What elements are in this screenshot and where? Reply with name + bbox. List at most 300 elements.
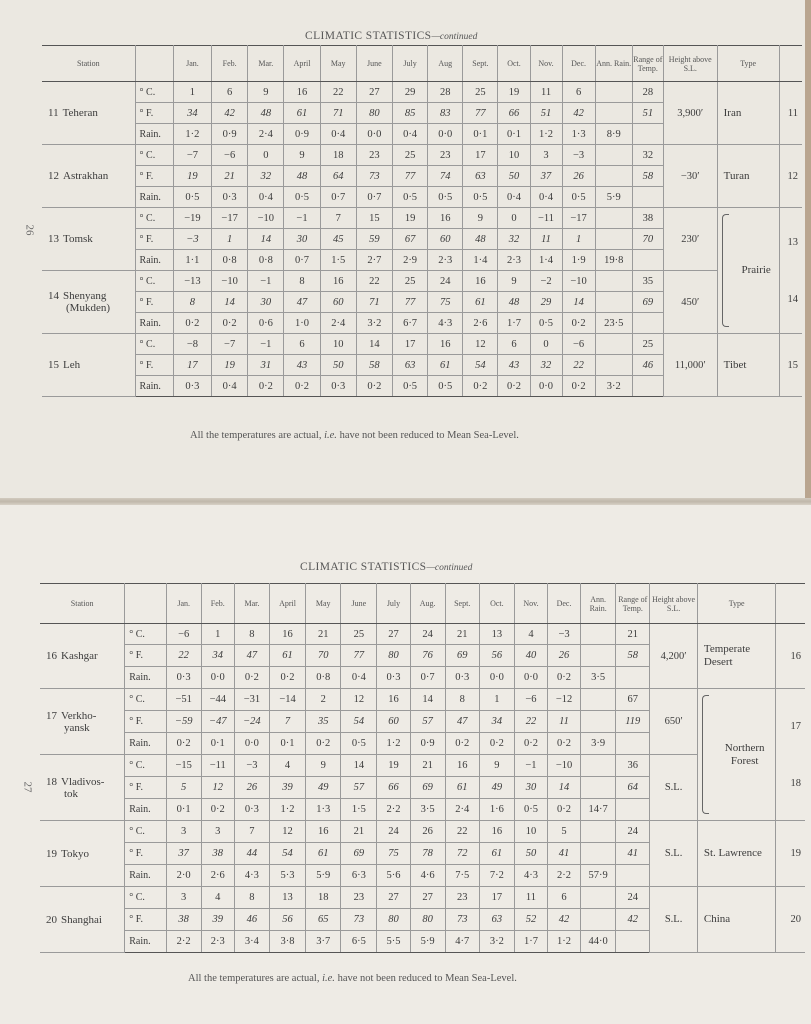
data-cell: 1·7 <box>514 931 547 953</box>
page-title-suffix: —continued <box>426 563 473 573</box>
range-c-cell: 32 <box>632 145 663 166</box>
data-cell: 0·2 <box>548 667 581 689</box>
station-number: 20 <box>46 913 57 926</box>
header-index <box>779 46 802 82</box>
data-cell: 1·3 <box>562 124 595 145</box>
data-cell: 13 <box>479 624 514 645</box>
station-number: 17 <box>46 709 57 722</box>
header-month: June <box>341 584 377 624</box>
footnote <box>188 973 517 984</box>
data-cell: −1 <box>248 334 284 355</box>
header-unit <box>135 46 173 82</box>
data-cell: 2·4 <box>248 124 284 145</box>
table-row <box>40 624 805 645</box>
type-index: 20 <box>776 887 805 953</box>
data-cell: −1 <box>248 271 284 292</box>
type-group-cell <box>717 208 779 334</box>
data-cell: 24 <box>410 624 445 645</box>
unit-label: Rain. <box>125 667 166 689</box>
range-f-cell: 58 <box>616 645 650 667</box>
data-cell: 34 <box>479 711 514 733</box>
header-unit <box>125 584 166 624</box>
data-cell: 51 <box>530 103 562 124</box>
data-cell: 5·9 <box>410 931 445 953</box>
data-cell: 0·3 <box>234 799 269 821</box>
data-cell: 34 <box>173 103 211 124</box>
data-cell: 0·2 <box>445 733 479 755</box>
ann-rain-cell <box>581 755 616 777</box>
unit-label: Rain. <box>125 799 166 821</box>
range-c-cell: 36 <box>616 755 650 777</box>
data-cell: 8 <box>173 292 211 313</box>
unit-label: Rain. <box>135 187 173 208</box>
type-index: 14 <box>787 293 798 305</box>
data-cell: 2·9 <box>392 250 427 271</box>
height-cell: 3,900′ <box>663 82 717 145</box>
station-name <box>40 624 125 689</box>
table-row <box>42 271 802 292</box>
station-number: 18 <box>46 775 57 788</box>
unit-label: ° F. <box>125 909 166 931</box>
data-cell: 61 <box>463 292 498 313</box>
data-cell: 35 <box>306 711 341 733</box>
data-cell: 29 <box>392 82 427 103</box>
data-cell: 0·5 <box>428 187 463 208</box>
data-cell: 69 <box>341 843 377 865</box>
unit-label: ° C. <box>125 755 166 777</box>
data-cell: 0·2 <box>248 376 284 397</box>
data-cell: 48 <box>498 292 530 313</box>
data-cell: 14 <box>248 229 284 250</box>
data-cell: 73 <box>356 166 392 187</box>
data-cell: 0·1 <box>463 124 498 145</box>
ann-rain-cell <box>595 145 632 166</box>
type-index: 11 <box>779 82 802 145</box>
data-cell: −3 <box>234 755 269 777</box>
data-cell: 19 <box>377 755 410 777</box>
ann-rain-cell <box>581 711 616 733</box>
data-cell: 19 <box>173 166 211 187</box>
data-cell: −6 <box>212 145 248 166</box>
brace <box>722 214 729 327</box>
station-sublabel: yansk <box>64 721 90 734</box>
header-index <box>776 584 805 624</box>
data-cell: 2·4 <box>445 799 479 821</box>
unit-label: ° C. <box>135 82 173 103</box>
data-cell: 1·0 <box>284 313 320 334</box>
type-group-index <box>779 208 802 334</box>
data-cell: 37 <box>166 843 201 865</box>
header-row <box>42 46 802 82</box>
data-cell: 27 <box>377 887 410 909</box>
data-cell: 48 <box>463 229 498 250</box>
unit-label: ° F. <box>125 711 166 733</box>
data-cell: 4 <box>201 887 234 909</box>
unit-label: ° F. <box>125 645 166 667</box>
data-cell: 8 <box>234 887 269 909</box>
data-cell: 0·4 <box>530 187 562 208</box>
footnote-text: All the temperatures are actual, <box>188 973 323 984</box>
station-name <box>42 82 135 145</box>
station-sublabel: (Mukden) <box>66 302 110 314</box>
data-cell: 77 <box>463 103 498 124</box>
data-cell: 14 <box>356 334 392 355</box>
header-month: Jan. <box>173 46 211 82</box>
ann-rain-cell <box>581 624 616 645</box>
data-cell: 6 <box>212 82 248 103</box>
header-month: July <box>392 46 427 82</box>
data-cell: 22 <box>320 82 356 103</box>
range-empty-cell <box>632 124 663 145</box>
station-name <box>40 689 125 755</box>
data-cell: 2·0 <box>166 865 201 887</box>
data-cell: 32 <box>530 355 562 376</box>
range-empty-cell <box>616 931 650 953</box>
data-cell: 0·2 <box>562 313 595 334</box>
data-cell: 14 <box>212 292 248 313</box>
data-cell: 12 <box>269 821 305 843</box>
unit-label: ° C. <box>135 145 173 166</box>
table-row <box>40 689 805 711</box>
type-index: 16 <box>776 624 805 689</box>
data-cell: 54 <box>341 711 377 733</box>
data-cell: 0·3 <box>173 376 211 397</box>
data-cell: −13 <box>173 271 211 292</box>
data-cell: 16 <box>306 821 341 843</box>
data-cell: 4·7 <box>445 931 479 953</box>
data-cell: 26 <box>548 645 581 667</box>
header-month: Sept. <box>463 46 498 82</box>
header-station: Station <box>40 584 125 624</box>
station-label: Vladivos- <box>61 775 105 788</box>
unit-label: ° C. <box>125 624 166 645</box>
ann-rain-cell <box>595 355 632 376</box>
data-cell: 49 <box>306 777 341 799</box>
data-cell: 0·8 <box>248 250 284 271</box>
data-cell: 0·4 <box>212 376 248 397</box>
data-cell: 4·3 <box>514 865 547 887</box>
data-cell: 22 <box>356 271 392 292</box>
data-cell: 0·2 <box>284 376 320 397</box>
header-month: July <box>377 584 410 624</box>
data-cell: 75 <box>377 843 410 865</box>
data-cell: 0·2 <box>166 733 201 755</box>
unit-label: ° F. <box>135 229 173 250</box>
data-cell: −10 <box>562 271 595 292</box>
header-month: Aug <box>428 46 463 82</box>
data-cell: 0·0 <box>514 667 547 689</box>
data-cell: 61 <box>306 843 341 865</box>
data-cell: 0 <box>530 334 562 355</box>
station-label: Astrakhan <box>63 170 109 182</box>
header-month: Oct. <box>498 46 530 82</box>
data-cell: 16 <box>377 689 410 711</box>
data-cell: 80 <box>377 645 410 667</box>
data-cell: 57 <box>410 711 445 733</box>
table-row <box>40 755 805 777</box>
ann-rain-cell: 57·9 <box>581 865 616 887</box>
data-cell: −3 <box>562 145 595 166</box>
data-cell: 8 <box>234 624 269 645</box>
data-cell: 0·2 <box>463 376 498 397</box>
data-cell: 2·3 <box>201 931 234 953</box>
header-type: Type <box>697 584 776 624</box>
ann-rain-cell <box>595 82 632 103</box>
height-cell: 450′ <box>663 271 717 334</box>
data-cell: 0·4 <box>248 187 284 208</box>
unit-label: ° C. <box>135 208 173 229</box>
data-cell: 7 <box>320 208 356 229</box>
data-cell: 30 <box>514 777 547 799</box>
data-cell: 0·0 <box>356 124 392 145</box>
data-cell: 21 <box>341 821 377 843</box>
data-cell: 61 <box>284 103 320 124</box>
data-cell: 0·3 <box>445 667 479 689</box>
data-cell: −1 <box>284 208 320 229</box>
data-cell: 0·2 <box>514 733 547 755</box>
header-month: Dec. <box>562 46 595 82</box>
header-ann-rain: Ann. Rain. <box>595 46 632 82</box>
data-cell: 4 <box>269 755 305 777</box>
data-cell: −10 <box>212 271 248 292</box>
data-cell: 56 <box>269 909 305 931</box>
data-cell: 16 <box>269 624 305 645</box>
data-cell: 12 <box>341 689 377 711</box>
range-f-cell: 119 <box>616 711 650 733</box>
book-edge <box>805 0 811 498</box>
data-cell: 1·3 <box>306 799 341 821</box>
station-number: 12 <box>48 170 59 182</box>
data-cell: 25 <box>392 271 427 292</box>
data-cell: 64 <box>320 166 356 187</box>
data-cell: 25 <box>463 82 498 103</box>
data-cell: 19 <box>498 82 530 103</box>
station-number: 16 <box>46 650 57 662</box>
data-cell: 0·2 <box>562 376 595 397</box>
data-cell: −44 <box>201 689 234 711</box>
ann-rain-cell: 23·5 <box>595 313 632 334</box>
data-cell: 17 <box>479 887 514 909</box>
data-cell: 80 <box>410 909 445 931</box>
data-cell: 24 <box>428 271 463 292</box>
data-cell: 0 <box>248 145 284 166</box>
header-month: Jan. <box>166 584 201 624</box>
unit-label: ° C. <box>125 887 166 909</box>
data-cell: 0·2 <box>212 313 248 334</box>
type-cell: Tibet <box>717 334 779 397</box>
data-cell: 85 <box>392 103 427 124</box>
data-cell: 25 <box>341 624 377 645</box>
data-cell: −3 <box>548 624 581 645</box>
data-cell: −15 <box>166 755 201 777</box>
data-cell: 9 <box>306 755 341 777</box>
data-cell: 0·9 <box>410 733 445 755</box>
data-cell: 2·2 <box>377 799 410 821</box>
data-cell: 2·3 <box>498 250 530 271</box>
footnote-ie: i.e. <box>322 973 335 984</box>
data-cell: 41 <box>548 843 581 865</box>
header-type: Type <box>717 46 779 82</box>
data-cell: 11 <box>514 887 547 909</box>
footnote-ie: i.e. <box>324 430 337 441</box>
climate-table <box>40 583 805 953</box>
data-cell: 47 <box>445 711 479 733</box>
data-cell: 0·5 <box>392 376 427 397</box>
header-range: Range of Temp. <box>616 584 650 624</box>
ann-rain-cell <box>581 821 616 843</box>
unit-label: Rain. <box>125 865 166 887</box>
data-cell: 71 <box>320 103 356 124</box>
data-cell: 0·2 <box>479 733 514 755</box>
header-month: Aug. <box>410 584 445 624</box>
data-cell: 17 <box>392 334 427 355</box>
data-cell: 0·2 <box>548 733 581 755</box>
height-cell: S.L. <box>650 755 698 821</box>
data-cell: 50 <box>320 355 356 376</box>
data-cell: 52 <box>514 909 547 931</box>
range-f-cell: 70 <box>632 229 663 250</box>
ann-rain-cell <box>595 208 632 229</box>
station-name <box>40 821 125 887</box>
data-cell: 0·4 <box>392 124 427 145</box>
data-cell: 0·0 <box>530 376 562 397</box>
type-cell: China <box>697 887 776 953</box>
data-cell: 0·2 <box>548 799 581 821</box>
data-cell: 7 <box>269 711 305 733</box>
header-month: Sept. <box>445 584 479 624</box>
data-cell: 0·7 <box>410 667 445 689</box>
data-cell: 6·7 <box>392 313 427 334</box>
data-cell: 9 <box>463 208 498 229</box>
data-cell: 3 <box>530 145 562 166</box>
range-empty-cell <box>616 799 650 821</box>
data-cell: 54 <box>463 355 498 376</box>
type-index: 18 <box>790 777 801 789</box>
data-cell: 4·3 <box>428 313 463 334</box>
range-empty-cell <box>616 667 650 689</box>
height-cell: 230′ <box>663 208 717 271</box>
data-cell: 26 <box>562 166 595 187</box>
unit-label: ° F. <box>125 843 166 865</box>
data-cell: 59 <box>356 229 392 250</box>
type-index: 19 <box>776 821 805 887</box>
unit-label: Rain. <box>135 313 173 334</box>
station-number: 13 <box>48 233 59 245</box>
data-cell: −10 <box>548 755 581 777</box>
table-row <box>42 334 802 355</box>
data-cell: 0·2 <box>234 667 269 689</box>
data-cell: 21 <box>445 624 479 645</box>
data-cell: 80 <box>356 103 392 124</box>
height-cell: −30′ <box>663 145 717 208</box>
data-cell: 67 <box>392 229 427 250</box>
data-cell: −6 <box>562 334 595 355</box>
ann-rain-cell <box>581 689 616 711</box>
ann-rain-cell <box>595 271 632 292</box>
page-fold <box>0 498 811 505</box>
header-month: Nov. <box>514 584 547 624</box>
data-cell: −6 <box>166 624 201 645</box>
data-cell: 7 <box>234 821 269 843</box>
station-name <box>42 208 135 271</box>
data-cell: −17 <box>562 208 595 229</box>
data-cell: 0·5 <box>173 187 211 208</box>
footnote-text: All the temperatures are actual, <box>190 430 325 441</box>
station-number: 14 <box>48 290 59 302</box>
data-cell: 0·3 <box>212 187 248 208</box>
table-row <box>42 82 802 103</box>
range-empty-cell <box>616 865 650 887</box>
data-cell: 0·2 <box>356 376 392 397</box>
station-label: Kashgar <box>61 650 98 662</box>
data-cell: 63 <box>392 355 427 376</box>
data-cell: 1·5 <box>341 799 377 821</box>
data-cell: −11 <box>201 755 234 777</box>
range-empty-cell <box>632 187 663 208</box>
data-cell: 14 <box>410 689 445 711</box>
data-cell: 23 <box>341 887 377 909</box>
data-cell: 0·7 <box>284 250 320 271</box>
data-cell: 5·5 <box>377 931 410 953</box>
header-month: Nov. <box>530 46 562 82</box>
data-cell: 1·2 <box>377 733 410 755</box>
data-cell: 49 <box>479 777 514 799</box>
data-cell: 61 <box>269 645 305 667</box>
data-cell: 19 <box>392 208 427 229</box>
data-cell: 15 <box>356 208 392 229</box>
height-cell: S.L. <box>650 887 698 953</box>
data-cell: 12 <box>201 777 234 799</box>
station-label: Tomsk <box>63 233 93 245</box>
unit-label: ° C. <box>135 334 173 355</box>
data-cell: 1·5 <box>320 250 356 271</box>
page-title <box>300 561 472 573</box>
data-cell: 6 <box>284 334 320 355</box>
data-cell: 1·4 <box>463 250 498 271</box>
data-cell: 2 <box>306 689 341 711</box>
unit-label: Rain. <box>135 124 173 145</box>
range-c-cell: 24 <box>616 821 650 843</box>
data-cell: 0·3 <box>166 667 201 689</box>
range-empty-cell <box>616 733 650 755</box>
data-cell: 11 <box>548 711 581 733</box>
data-cell: 2·2 <box>548 865 581 887</box>
data-cell: 10 <box>514 821 547 843</box>
header-month: Oct. <box>479 584 514 624</box>
data-cell: 0·0 <box>479 667 514 689</box>
unit-label: ° F. <box>135 103 173 124</box>
data-cell: 22 <box>562 355 595 376</box>
data-cell: 32 <box>248 166 284 187</box>
data-cell: 6 <box>562 82 595 103</box>
data-cell: 0·5 <box>514 799 547 821</box>
data-cell: 7·5 <box>445 865 479 887</box>
data-cell: 3 <box>166 887 201 909</box>
footnote-text-end: have not been reduced to Mean Sea-Level. <box>334 973 517 984</box>
data-cell: 8 <box>445 689 479 711</box>
data-cell: 4 <box>514 624 547 645</box>
data-cell: −10 <box>248 208 284 229</box>
unit-label: ° F. <box>125 777 166 799</box>
data-cell: 9 <box>479 755 514 777</box>
data-cell: 14 <box>562 292 595 313</box>
header-month: Mar. <box>248 46 284 82</box>
data-cell: 5·3 <box>269 865 305 887</box>
data-cell: 76 <box>410 645 445 667</box>
data-cell: 11 <box>530 229 562 250</box>
data-cell: 0·8 <box>212 250 248 271</box>
data-cell: 0·5 <box>392 187 427 208</box>
